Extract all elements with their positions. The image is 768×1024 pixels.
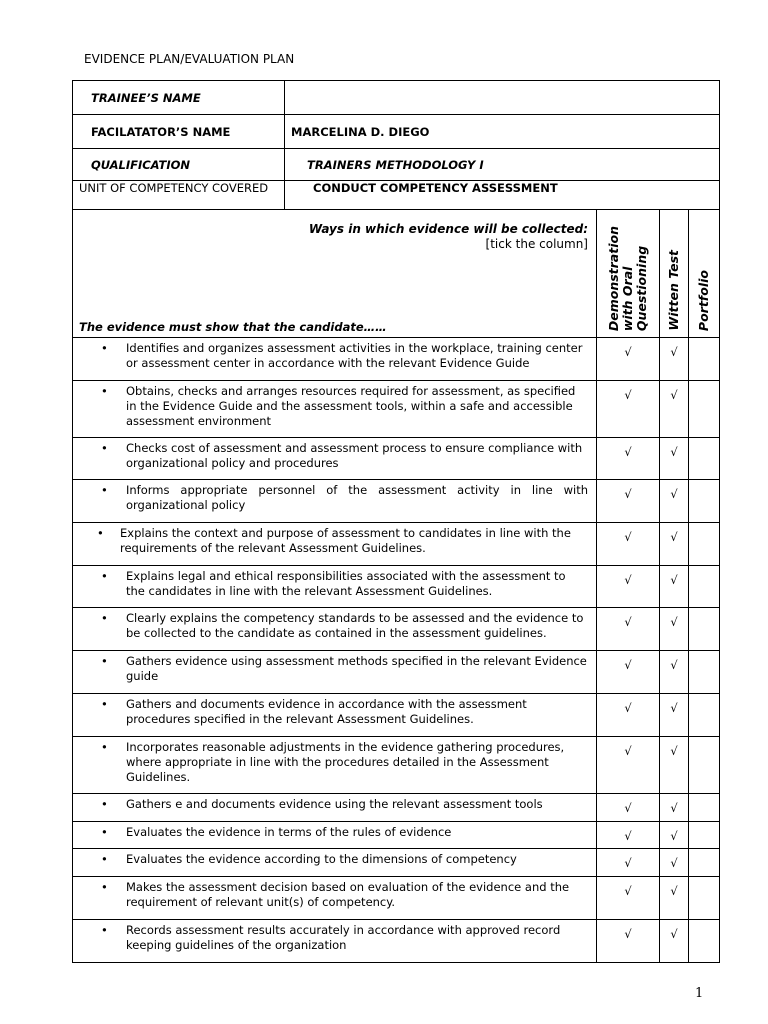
criteria-cell <box>73 737 597 794</box>
criteria-cell <box>73 877 597 920</box>
criteria-text: Gathers and documents evidence in accordance with the assessment procedures specified in the relevant Assessment Guidelines. <box>126 697 527 726</box>
criteria-row <box>73 737 720 794</box>
portfolio-column-label: Portfolio <box>696 269 711 331</box>
portfolio-tick-cell[interactable] <box>689 794 720 822</box>
bullet-icon: • <box>101 441 108 455</box>
written-test-tick-cell[interactable]: √ <box>660 822 689 849</box>
criteria-list <box>73 338 720 963</box>
portfolio-tick-cell[interactable] <box>689 608 720 651</box>
criteria-cell <box>73 794 597 822</box>
demonstration-tick-cell[interactable]: √ <box>597 794 660 822</box>
column-header-demonstration <box>597 210 660 338</box>
bullet-icon: • <box>101 654 108 668</box>
criteria-cell <box>73 920 597 963</box>
criteria-text: Records assessment results accurately in accordance with approved record keeping guidelines of the organization <box>126 923 561 952</box>
portfolio-tick-cell[interactable] <box>689 381 720 438</box>
demonstration-tick-cell[interactable]: √ <box>597 920 660 963</box>
bullet-icon: • <box>101 483 108 497</box>
trainee-row <box>73 81 720 115</box>
portfolio-tick-cell[interactable] <box>689 566 720 608</box>
bullet-icon: • <box>101 384 108 398</box>
criteria-text: Incorporates reasonable adjustments in the evidence gathering procedures, where appropriate in line with the procedures detailed in the Assessment Guidelines. <box>126 740 565 784</box>
demonstration-tick-cell[interactable]: √ <box>597 694 660 737</box>
ways-cell <box>73 210 597 338</box>
criteria-row <box>73 566 720 608</box>
criteria-text: Makes the assessment decision based on evaluation of the evidence and the requirement of relevant unit(s) of competency. <box>126 880 570 909</box>
criteria-cell <box>73 480 597 523</box>
criteria-cell <box>73 608 597 651</box>
column-header-written-test <box>660 210 689 338</box>
criteria-row <box>73 849 720 877</box>
written-test-tick-cell[interactable]: √ <box>660 794 689 822</box>
criteria-row <box>73 438 720 480</box>
portfolio-tick-cell[interactable] <box>689 523 720 566</box>
written-test-tick-cell[interactable]: √ <box>660 338 689 381</box>
demonstration-tick-cell[interactable]: √ <box>597 849 660 877</box>
portfolio-tick-cell[interactable] <box>689 480 720 523</box>
criteria-cell <box>73 849 597 877</box>
criteria-text: Gathers evidence using assessment methods specified in the relevant Evidence guide <box>126 654 587 683</box>
evidence-intro: The evidence must show that the candidate…… <box>79 320 387 334</box>
unit-row <box>73 181 720 210</box>
portfolio-tick-cell[interactable] <box>689 438 720 480</box>
demonstration-tick-cell[interactable]: √ <box>597 566 660 608</box>
bullet-icon: • <box>101 341 108 355</box>
bullet-icon: • <box>101 880 108 894</box>
evidence-plan-table <box>72 80 720 963</box>
bullet-icon: • <box>101 740 108 754</box>
bullet-icon: • <box>101 825 108 839</box>
criteria-cell <box>73 523 597 566</box>
demonstration-tick-cell[interactable]: √ <box>597 608 660 651</box>
qualification-label: QUALIFICATION <box>73 149 285 181</box>
bullet-icon: • <box>101 797 108 811</box>
bullet-icon: • <box>101 611 108 625</box>
bullet-icon: • <box>101 569 108 583</box>
criteria-cell <box>73 822 597 849</box>
criteria-text: Obtains, checks and arranges resources required for assessment, as specified in the Evidence Guide and the assessment tools, within a safe and accessible assessment environment <box>126 384 576 428</box>
written-test-tick-cell[interactable]: √ <box>660 849 689 877</box>
criteria-text: Checks cost of assessment and assessment process to ensure compliance with organizational policy and procedures <box>126 441 583 470</box>
criteria-text: Explains legal and ethical responsibilities associated with the assessment to the candidates in line with the relevant Assessment Guidelines. <box>126 569 566 598</box>
demonstration-tick-cell[interactable]: √ <box>597 651 660 694</box>
written-test-tick-cell[interactable]: √ <box>660 566 689 608</box>
criteria-row <box>73 523 720 566</box>
evidence-header-row <box>73 210 720 338</box>
criteria-text: Gathers e and documents evidence using the relevant assessment tools <box>126 797 543 811</box>
tick-instruction: [tick the column] <box>485 237 588 251</box>
criteria-row <box>73 480 720 523</box>
criteria-text: Identifies and organizes assessment activities in the workplace, training center or assessment center in accordance with the relevant Evidence Guide <box>126 341 583 370</box>
unit-value: CONDUCT COMPETENCY ASSESSMENT <box>285 181 720 210</box>
criteria-row <box>73 381 720 438</box>
criteria-row <box>73 920 720 963</box>
criteria-row <box>73 651 720 694</box>
criteria-cell <box>73 381 597 438</box>
written-test-column-label: Witten Test <box>666 250 681 331</box>
demonstration-tick-cell[interactable]: √ <box>597 338 660 381</box>
written-test-tick-cell[interactable]: √ <box>660 737 689 794</box>
portfolio-tick-cell[interactable] <box>689 877 720 920</box>
written-test-tick-cell[interactable]: √ <box>660 694 689 737</box>
demonstration-tick-cell[interactable]: √ <box>597 381 660 438</box>
trainee-name-field[interactable] <box>285 81 720 115</box>
portfolio-tick-cell[interactable] <box>689 849 720 877</box>
trainee-label: TRAINEE’S NAME <box>73 81 285 115</box>
written-test-tick-cell[interactable]: √ <box>660 523 689 566</box>
criteria-row <box>73 822 720 849</box>
demonstration-tick-cell[interactable]: √ <box>597 877 660 920</box>
criteria-cell <box>73 338 597 381</box>
ways-title: Ways in which evidence will be collected: <box>308 222 588 236</box>
criteria-cell <box>73 651 597 694</box>
bullet-icon: • <box>101 852 108 866</box>
portfolio-tick-cell[interactable] <box>689 920 720 963</box>
written-test-tick-cell[interactable]: √ <box>660 920 689 963</box>
bullet-icon: • <box>101 923 108 937</box>
written-test-tick-cell[interactable]: √ <box>660 651 689 694</box>
criteria-text: Informs appropriate personnel of the assessment activity in line with organizational policy <box>126 483 588 512</box>
facilitator-row <box>73 115 720 149</box>
demonstration-tick-cell[interactable]: √ <box>597 480 660 523</box>
criteria-row <box>73 694 720 737</box>
facilitator-name-value: MARCELINA D. DIEGO <box>285 115 720 149</box>
qualification-row <box>73 149 720 181</box>
criteria-cell <box>73 694 597 737</box>
bullet-icon: • <box>101 697 108 711</box>
written-test-tick-cell[interactable]: √ <box>660 438 689 480</box>
bullet-icon: • <box>97 526 104 540</box>
criteria-cell <box>73 566 597 608</box>
demonstration-tick-cell[interactable]: √ <box>597 438 660 480</box>
written-test-tick-cell[interactable]: √ <box>660 480 689 523</box>
unit-label: UNIT OF COMPETENCY COVERED <box>73 181 285 210</box>
criteria-text: Explains the context and purpose of assessment to candidates in line with the requirements of the relevant Assessment Guidelines. <box>120 526 571 555</box>
demonstration-tick-cell[interactable]: √ <box>597 737 660 794</box>
written-test-tick-cell[interactable]: √ <box>660 608 689 651</box>
criteria-text: Evaluates the evidence in terms of the rules of evidence <box>126 825 452 839</box>
criteria-row <box>73 338 720 381</box>
demonstration-tick-cell[interactable]: √ <box>597 523 660 566</box>
page-heading: EVIDENCE PLAN/EVALUATION PLAN <box>84 52 295 66</box>
portfolio-tick-cell[interactable] <box>689 737 720 794</box>
criteria-text: Clearly explains the competency standards to be assessed and the evidence to be collected to the candidate as contained in the assessment guidelines. <box>126 611 584 640</box>
criteria-text: Evaluates the evidence according to the dimensions of competency <box>126 852 517 866</box>
criteria-row <box>73 794 720 822</box>
portfolio-tick-cell[interactable] <box>689 338 720 381</box>
page-number: 1 <box>695 986 704 1001</box>
written-test-tick-cell[interactable]: √ <box>660 877 689 920</box>
portfolio-tick-cell[interactable] <box>689 822 720 849</box>
portfolio-tick-cell[interactable] <box>689 651 720 694</box>
criteria-row <box>73 877 720 920</box>
facilitator-label: FACILATATOR’S NAME <box>73 115 285 149</box>
criteria-row <box>73 608 720 651</box>
criteria-cell <box>73 438 597 480</box>
demonstration-column-label: Demonstration with Oral Questioning <box>606 225 649 331</box>
portfolio-tick-cell[interactable] <box>689 694 720 737</box>
column-header-portfolio <box>689 210 720 338</box>
qualification-value: TRAINERS METHODOLOGY I <box>285 149 720 181</box>
written-test-tick-cell[interactable]: √ <box>660 381 689 438</box>
demonstration-tick-cell[interactable]: √ <box>597 822 660 849</box>
